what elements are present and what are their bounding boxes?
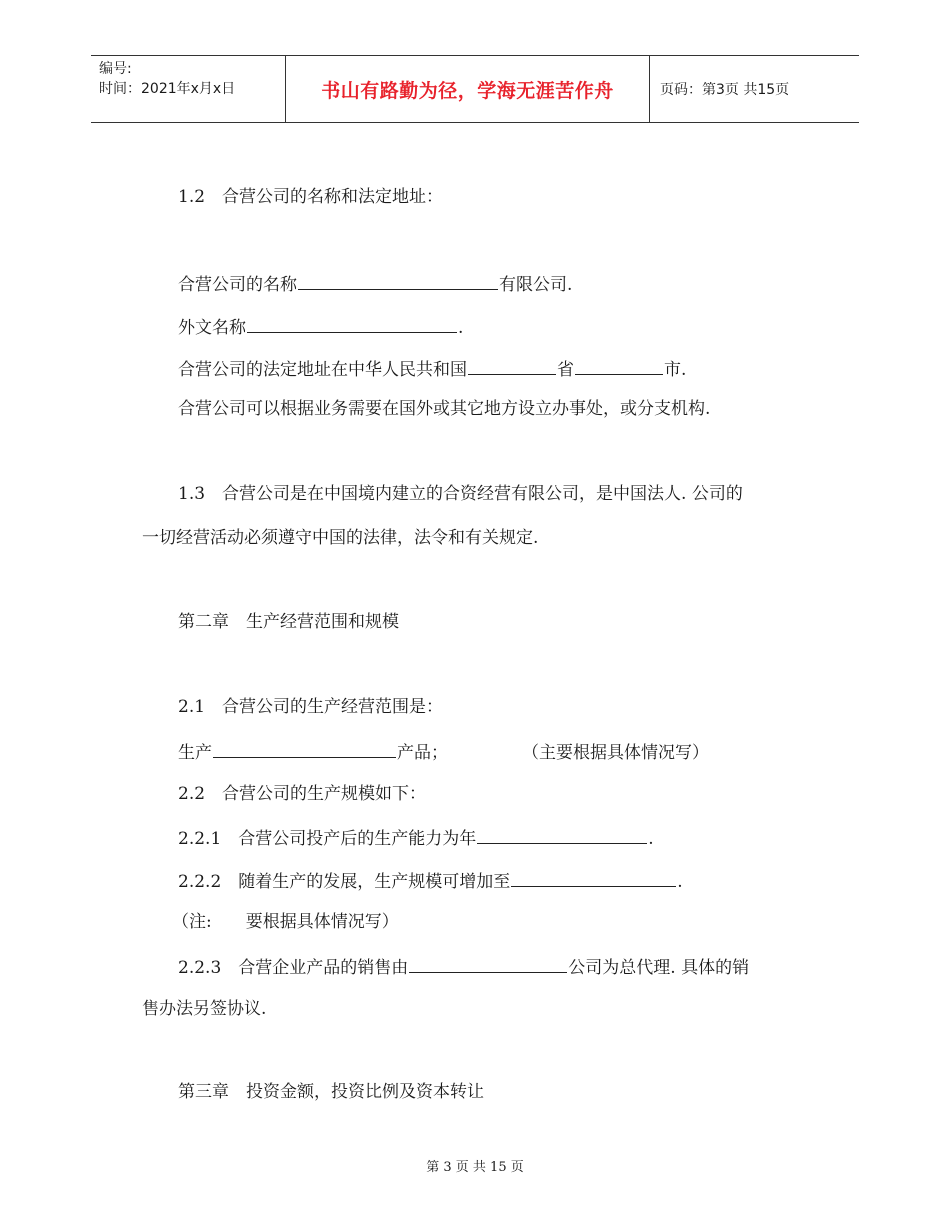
- chapter-3-title: 第三章 投资金额，投资比例及资本转让: [178, 1082, 484, 1102]
- header-meta: [91, 56, 286, 122]
- city-blank: [575, 356, 663, 375]
- company-name-suffix: 有限公司.: [499, 275, 573, 295]
- section-2-2-3-suffix: 公司为总代理. 具体的销: [568, 958, 750, 978]
- section-1-3-line2: 一切经营活动必须遵守中国的法律，法令和有关规定.: [142, 528, 539, 548]
- company-name-prefix: 合营公司的名称: [178, 275, 297, 295]
- company-name-line: [178, 271, 572, 297]
- product-note: （主要根据具体情况写）: [522, 743, 709, 763]
- company-name-blank: [298, 271, 498, 290]
- chapter-2-title: 第二章 生产经营范围和规模: [178, 612, 399, 632]
- section-2-2-1-suffix: .: [648, 829, 654, 849]
- product-suffix: 产品；: [397, 743, 448, 763]
- header-page-info: 页码：第3页 共15页: [660, 82, 790, 98]
- doc-time-label: 时间：2021年x月x日: [99, 81, 236, 97]
- section-2-2-1-line: [178, 825, 654, 851]
- scale-blank: [511, 868, 676, 887]
- city-label: 市.: [664, 360, 687, 380]
- agent-blank: [409, 954, 567, 973]
- product-blank: [213, 739, 396, 758]
- section-1-3-line1: 1.3 合营公司是在中国境内建立的合资经营有限公司，是中国法人. 公司的: [178, 484, 743, 504]
- header-motto: 书山有路勤为径，学海无涯苦作舟: [286, 56, 650, 122]
- section-2-2-3-line2: 售办法另签协议.: [142, 999, 267, 1019]
- section-1-2-title: 1.2 合营公司的名称和法定地址：: [178, 187, 444, 207]
- legal-address-prefix: 合营公司的法定地址在中华人民共和国: [178, 360, 467, 380]
- product-prefix: 生产: [178, 743, 212, 763]
- product-line: [178, 739, 709, 765]
- province-label: 省: [557, 360, 574, 380]
- section-2-1-title: 2.1 合营公司的生产经营范围是：: [178, 697, 444, 717]
- section-2-2-1-prefix: 2.2.1 合营公司投产后的生产能力为年: [178, 829, 477, 849]
- doc-number-label: 编号:: [99, 61, 132, 77]
- foreign-name-prefix: 外文名称: [178, 318, 246, 338]
- province-blank: [468, 356, 556, 375]
- section-2-2-2-line: [178, 868, 683, 894]
- page-footer: 第 3 页 共 15 页: [426, 1160, 524, 1175]
- section-2-2-3-prefix: 2.2.3 合营企业产品的销售由: [178, 958, 409, 978]
- capacity-blank: [477, 825, 647, 844]
- section-2-2-title: 2.2 合营公司的生产规模如下：: [178, 784, 427, 804]
- legal-address-line: [178, 356, 686, 382]
- foreign-name-suffix: .: [458, 318, 464, 338]
- section-2-2-2-suffix: .: [677, 872, 683, 892]
- note-line: （注: 要根据具体情况写）: [172, 912, 399, 932]
- branch-office-text: 合营公司可以根据业务需要在国外或其它地方设立办事处，或分支机构.: [178, 399, 711, 419]
- foreign-name-blank: [247, 314, 457, 333]
- section-2-2-3-line1: [178, 954, 749, 980]
- foreign-name-line: [178, 314, 463, 340]
- page-header: [91, 55, 859, 123]
- section-2-2-2-prefix: 2.2.2 随着生产的发展，生产规模可增加至: [178, 872, 511, 892]
